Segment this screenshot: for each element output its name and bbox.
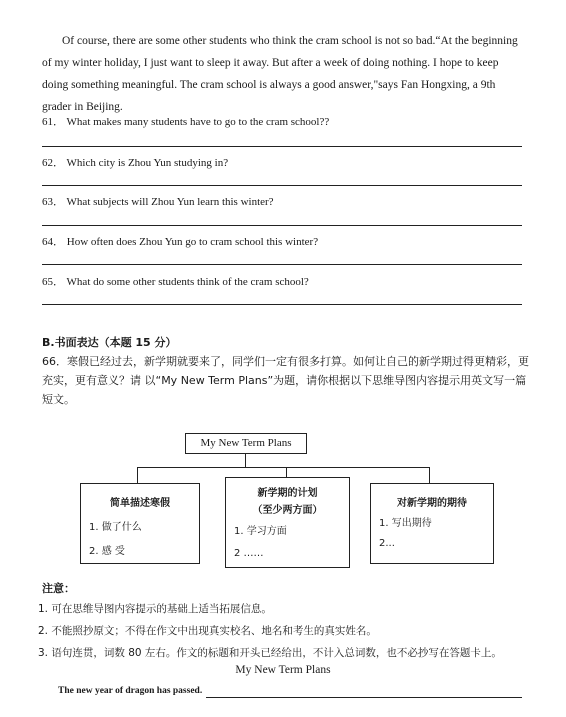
question-62: 62． Which city is Zhou Yun studying in? <box>42 157 229 169</box>
box-item: 1. 做了什么 <box>89 522 142 533</box>
box-title-new-term-plans: 新学期的计划 <box>257 488 318 499</box>
reading-passage <box>42 30 524 118</box>
mindmap-box-winter-holiday <box>80 483 200 564</box>
connector-root-down <box>245 453 246 467</box>
notes-title: 注意： <box>42 582 75 595</box>
answer-line-61[interactable] <box>42 146 522 147</box>
box-item: 1. 写出期待 <box>379 518 432 529</box>
mindmap-box-new-term-plans <box>225 477 350 568</box>
box-item: 2. 感 受 <box>89 546 125 557</box>
connector-middle <box>286 467 287 477</box>
connector-right <box>429 467 430 483</box>
answer-line-65[interactable] <box>42 304 522 305</box>
answer-line-64[interactable] <box>42 264 522 265</box>
connector-horizontal <box>137 467 429 468</box>
writing-prompt: 66．寒假已经过去，新学期就要来了，同学们一定有很多打算。如何让自己的新学期过得更精彩，更充实，更有意义？请 以“My New Term Plans”为题，请你根据以下思维导图内容提示用英文写一篇短文。 <box>42 355 529 406</box>
box-title-expectations: 对新学期的期待 <box>397 498 467 509</box>
essay-writing-line[interactable] <box>206 697 522 698</box>
note-item: 2. 不能照抄原文；不得在作文中出现真实校名、地名和考生的真实姓名。 <box>38 625 377 637</box>
mindmap-root-box: My New Term Plans <box>185 433 307 454</box>
box-item: 2... <box>379 538 395 549</box>
question-61: 61． What makes many students have to go to the cram school?? <box>42 116 330 128</box>
essay-title: My New Term Plans <box>235 664 331 676</box>
passage-text: Of course, there are some other students who think the cram school is not so bad.“At the beginning of my winter holiday, I just want to sleep it away. But after a week of doing nothing. I hope to keep doing something meaningful. The cram school is always a good answer,"says Fan Hongxing, a 9th grader in Beijing. <box>42 35 518 113</box>
mindmap-box-expectations <box>370 483 494 564</box>
box-item: 1. 学习方面 <box>234 526 287 537</box>
connector-left <box>137 467 138 483</box>
note-item: 1. 可在思维导图内容提示的基础上适当拓展信息。 <box>38 603 272 615</box>
answer-line-62[interactable] <box>42 185 522 186</box>
box-subtitle-at-least-two: （至少两方面） <box>252 505 323 516</box>
section-b-title: B.书面表达（本题 15 分） <box>42 336 177 349</box>
box-title-winter-holiday: 简单描述寒假 <box>110 498 170 509</box>
note-item: 3. 语句连贯，词数 80 左右。作文的标题和开头已经给出，不计入总词数，也不必抄写在答题卡上。 <box>38 647 502 659</box>
box-item: 2 …… <box>234 548 264 559</box>
section-b <box>42 333 530 409</box>
question-64: 64． How often does Zhou Yun go to cram school this winter? <box>42 236 319 248</box>
question-65: 65． What do some other students think of the cram school? <box>42 276 309 288</box>
question-63: 63． What subjects will Zhou Yun learn this winter? <box>42 196 274 208</box>
essay-first-line: The new year of dragon has passed. <box>58 686 203 696</box>
answer-line-63[interactable] <box>42 225 522 226</box>
